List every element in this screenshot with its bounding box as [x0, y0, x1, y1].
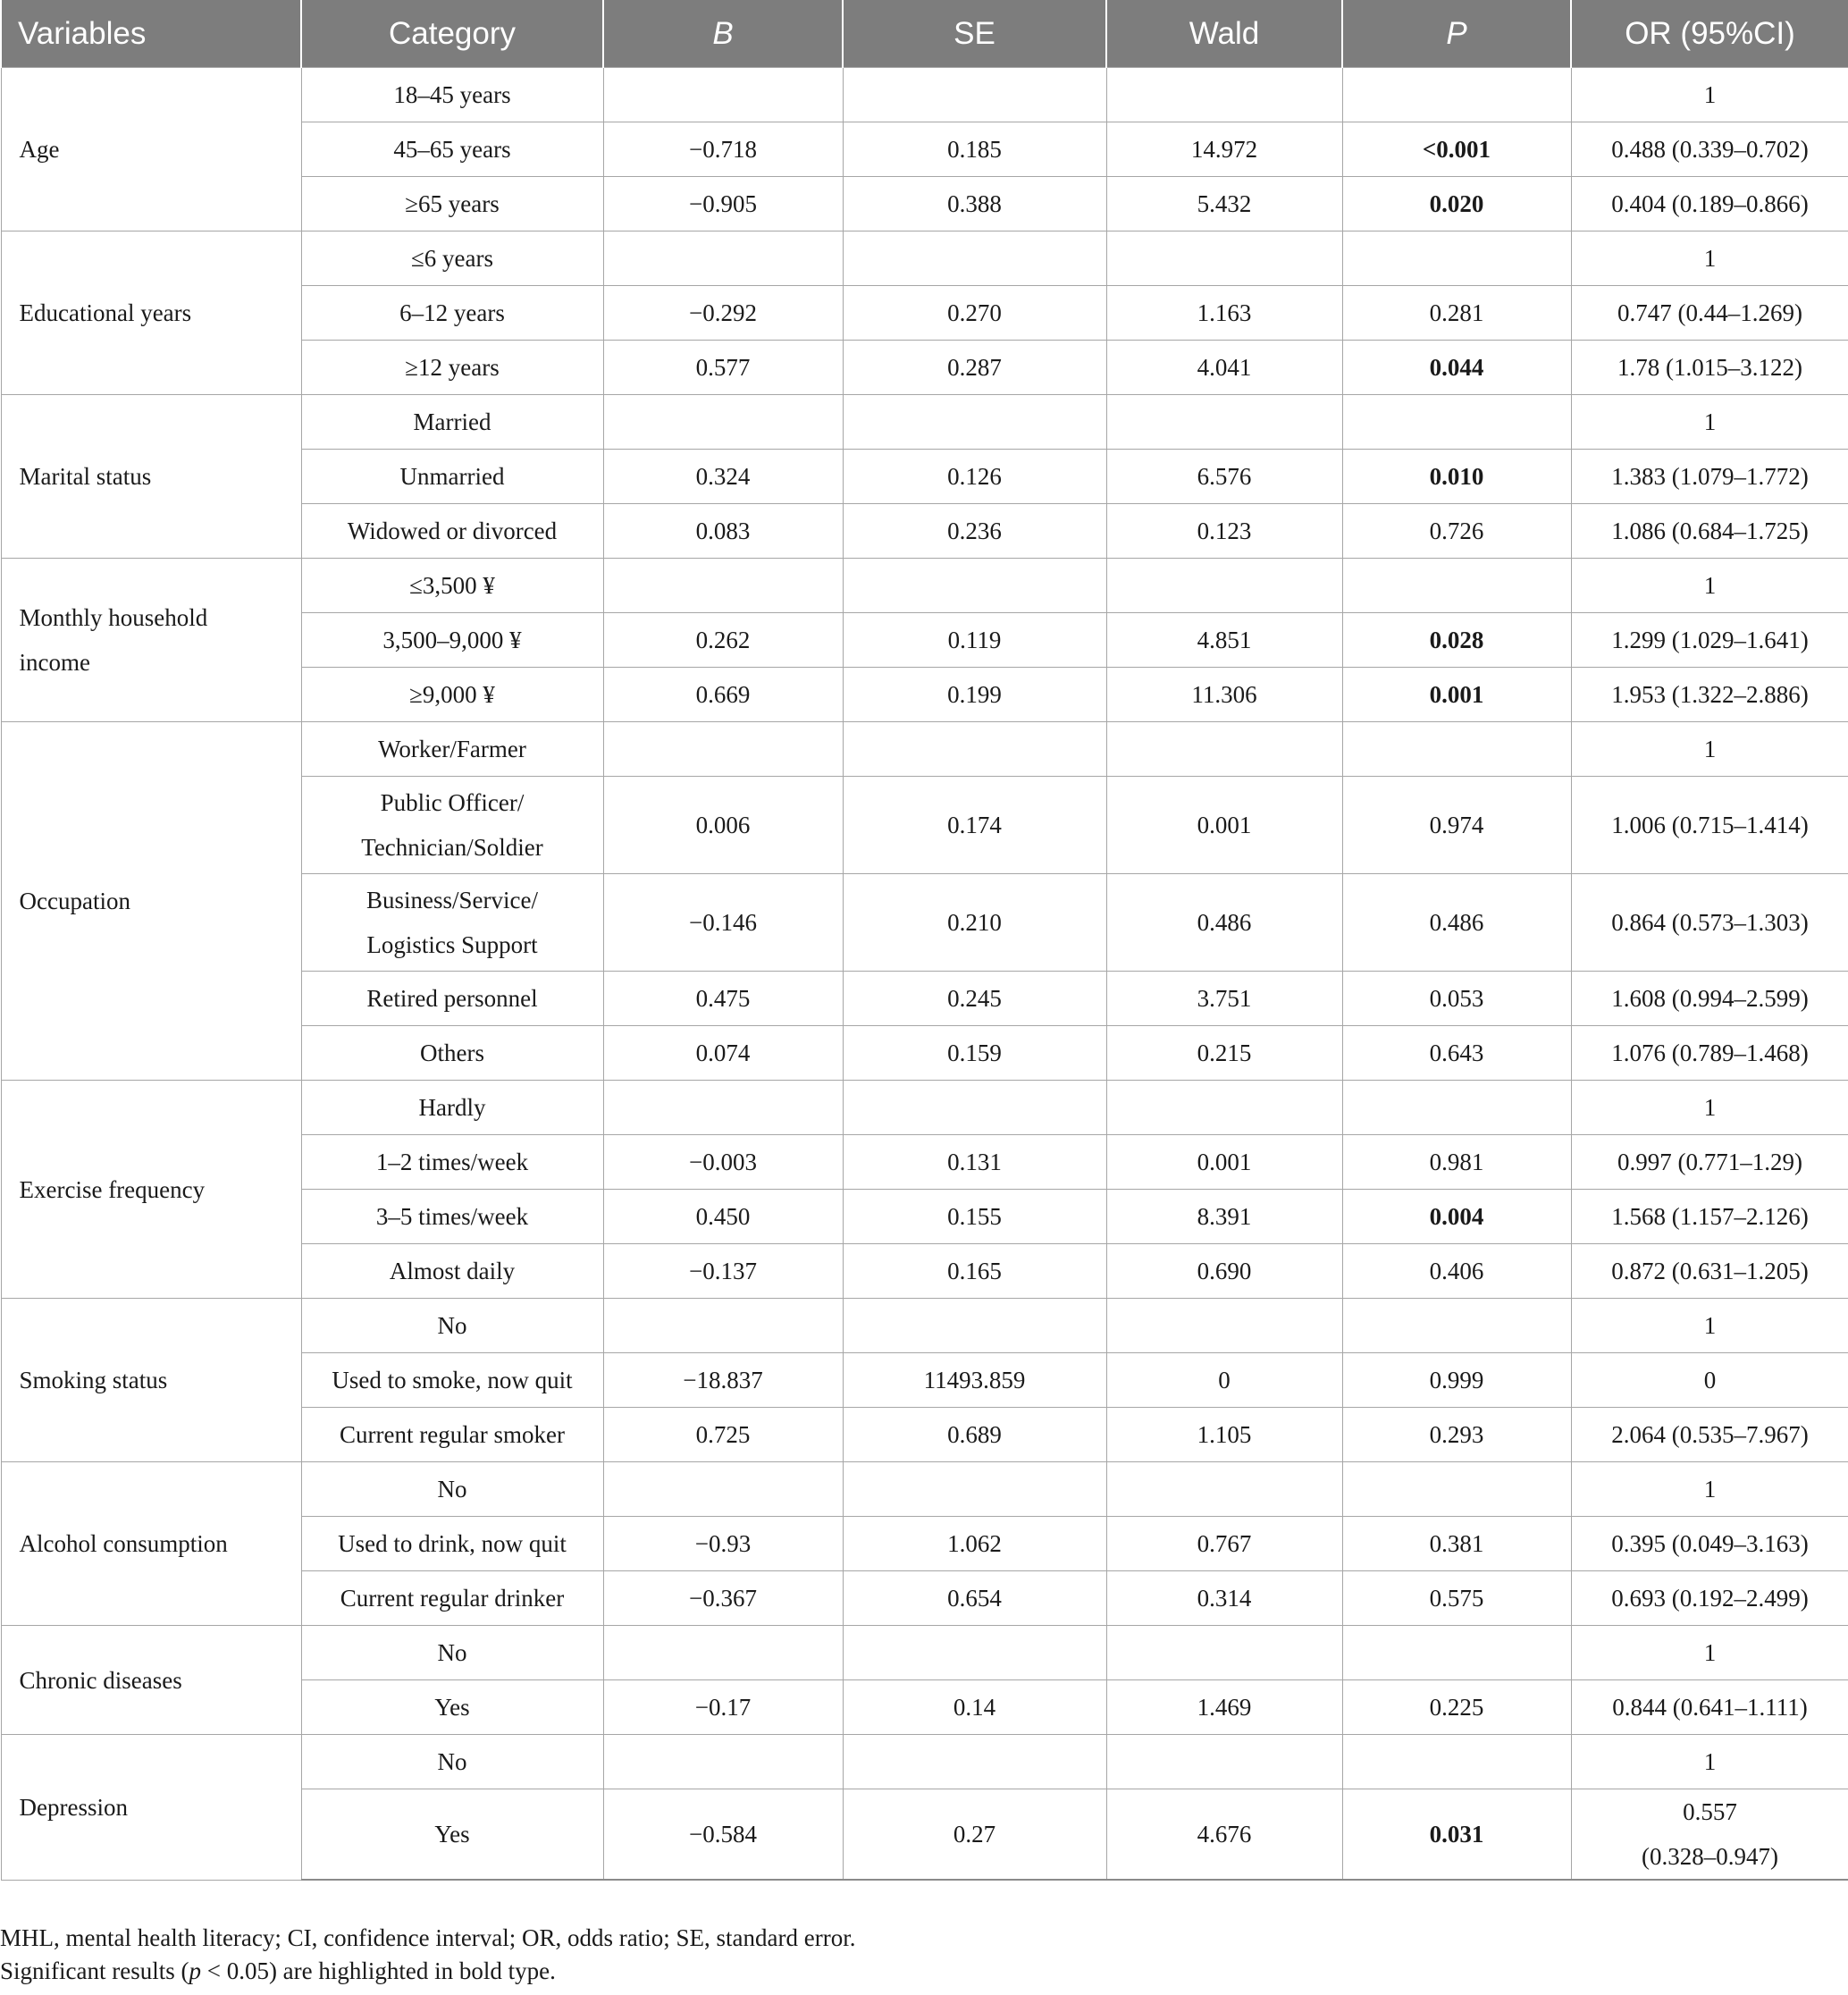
category-cell — [301, 1571, 603, 1626]
cell-line: Retired personnel — [366, 985, 538, 1012]
header-se: SE — [843, 0, 1106, 68]
wald-cell: 0.001 — [1106, 777, 1342, 874]
table-body — [1, 68, 1848, 1881]
se-cell: 0.270 — [843, 286, 1106, 341]
or-ci-cell — [1571, 122, 1848, 177]
cell-line: 1 — [1703, 1312, 1717, 1339]
or-ci-cell — [1571, 874, 1848, 972]
wald-cell — [1106, 395, 1342, 450]
cell-line: 0.557 — [1683, 1798, 1737, 1825]
or-ci-cell — [1571, 722, 1848, 777]
cell-line: ≥65 years — [405, 190, 500, 217]
variable-cell — [1, 1462, 301, 1626]
category-cell — [301, 504, 603, 559]
header-p: P — [1342, 0, 1571, 68]
b-cell: −0.93 — [603, 1517, 843, 1571]
variable-cell — [1, 722, 301, 1081]
wald-cell: 4.676 — [1106, 1789, 1342, 1881]
cell-line: Current regular drinker — [340, 1585, 565, 1612]
p-cell: 0.031 — [1342, 1789, 1571, 1881]
cell-line: 0.872 (0.631–1.205) — [1611, 1258, 1809, 1284]
category-cell — [301, 559, 603, 613]
b-cell: −0.17 — [603, 1680, 843, 1735]
cell-line: Others — [420, 1040, 484, 1066]
p-cell: 0.028 — [1342, 613, 1571, 668]
table-row — [1, 1735, 1848, 1789]
se-cell — [843, 231, 1106, 286]
or-ci-cell — [1571, 613, 1848, 668]
wald-cell: 0.314 — [1106, 1571, 1342, 1626]
se-cell — [843, 722, 1106, 777]
variable-cell — [1, 1081, 301, 1299]
p-cell — [1342, 559, 1571, 613]
header-wald: Wald — [1106, 0, 1342, 68]
table-row — [1, 231, 1848, 286]
cell-line: Worker/Farmer — [378, 736, 526, 762]
p-cell — [1342, 1626, 1571, 1680]
cell-line: 1 — [1703, 408, 1717, 435]
se-cell: 0.174 — [843, 777, 1106, 874]
cell-line: Age — [19, 136, 60, 163]
cell-line: 1–2 times/week — [375, 1149, 529, 1175]
cell-line: Logistics Support — [366, 931, 538, 958]
b-cell: −0.367 — [603, 1571, 843, 1626]
table-row — [1, 1462, 1848, 1517]
cell-line: 1.953 (1.322–2.886) — [1611, 681, 1809, 708]
p-cell: <0.001 — [1342, 122, 1571, 177]
b-cell: 0.450 — [603, 1190, 843, 1244]
cell-line: 1.383 (1.079–1.772) — [1611, 463, 1809, 490]
wald-cell: 0.767 — [1106, 1517, 1342, 1571]
or-ci-cell — [1571, 1135, 1848, 1190]
or-ci-cell — [1571, 1408, 1848, 1462]
b-cell: 0.725 — [603, 1408, 843, 1462]
p-cell — [1342, 1735, 1571, 1789]
or-ci-cell — [1571, 1081, 1848, 1135]
category-cell — [301, 286, 603, 341]
cell-line: Smoking status — [19, 1367, 168, 1393]
se-cell: 0.131 — [843, 1135, 1106, 1190]
se-cell: 0.14 — [843, 1680, 1106, 1735]
b-cell: 0.577 — [603, 341, 843, 395]
se-cell — [843, 1299, 1106, 1353]
cell-line: 0.844 (0.641–1.111) — [1612, 1694, 1808, 1721]
p-cell: 0.293 — [1342, 1408, 1571, 1462]
table-row — [1, 395, 1848, 450]
variable-cell — [1, 231, 301, 395]
cell-line: Exercise frequency — [19, 1175, 206, 1203]
p-cell: 0.726 — [1342, 504, 1571, 559]
cell-line: 1.076 (0.789–1.468) — [1611, 1040, 1809, 1066]
p-cell — [1342, 395, 1571, 450]
variable-cell — [1, 1299, 301, 1462]
table-row — [1, 1299, 1848, 1353]
p-cell: 0.225 — [1342, 1680, 1571, 1735]
cell-line: Used to drink, now quit — [338, 1530, 567, 1557]
cell-line: Occupation — [19, 888, 130, 914]
p-cell — [1342, 1462, 1571, 1517]
wald-cell — [1106, 722, 1342, 777]
b-cell: −0.292 — [603, 286, 843, 341]
se-cell — [843, 1081, 1106, 1135]
category-cell — [301, 972, 603, 1026]
cell-line: 1 — [1703, 1748, 1717, 1775]
cell-line: 1.78 (1.015–3.122) — [1617, 354, 1802, 381]
footnote-significance-suffix: < 0.05) are highlighted in bold type. — [200, 1957, 556, 1984]
se-cell: 0.165 — [843, 1244, 1106, 1299]
se-cell — [843, 559, 1106, 613]
category-cell — [301, 1353, 603, 1408]
cell-line: Depression — [19, 1793, 128, 1821]
b-cell — [603, 1626, 843, 1680]
se-cell: 0.159 — [843, 1026, 1106, 1081]
wald-cell: 0 — [1106, 1353, 1342, 1408]
or-ci-cell — [1571, 1190, 1848, 1244]
wald-cell — [1106, 1299, 1342, 1353]
category-cell — [301, 1408, 603, 1462]
b-cell: 0.074 — [603, 1026, 843, 1081]
wald-cell — [1106, 1081, 1342, 1135]
category-cell — [301, 395, 603, 450]
variable-cell — [1, 1626, 301, 1735]
category-cell — [301, 1299, 603, 1353]
cell-line: 0.693 (0.192–2.499) — [1611, 1585, 1809, 1612]
table-row — [1, 1626, 1848, 1680]
or-ci-cell — [1571, 1244, 1848, 1299]
or-ci-cell — [1571, 1517, 1848, 1571]
p-cell: 0.381 — [1342, 1517, 1571, 1571]
or-ci-cell — [1571, 395, 1848, 450]
se-cell: 0.287 — [843, 341, 1106, 395]
cell-line: 1.006 (0.715–1.414) — [1611, 812, 1809, 838]
b-cell: −0.137 — [603, 1244, 843, 1299]
wald-cell: 5.432 — [1106, 177, 1342, 231]
cell-line: ≤3,500 ¥ — [409, 572, 495, 599]
category-cell — [301, 1190, 603, 1244]
b-cell — [603, 1735, 843, 1789]
variable-cell — [1, 1735, 301, 1881]
cell-line: Monthly household — [19, 604, 208, 631]
wald-cell: 4.851 — [1106, 613, 1342, 668]
cell-line: 45–65 years — [393, 136, 511, 163]
header-row — [1, 0, 1848, 68]
variable-cell — [1, 68, 301, 231]
p-cell: 0.575 — [1342, 1571, 1571, 1626]
cell-line: Widowed or divorced — [347, 518, 558, 544]
cell-line: 1 — [1703, 572, 1717, 599]
cell-line: Hardly — [418, 1094, 486, 1121]
p-cell: 0.020 — [1342, 177, 1571, 231]
p-cell: 0.281 — [1342, 286, 1571, 341]
or-ci-cell — [1571, 1571, 1848, 1626]
or-ci-cell — [1571, 1626, 1848, 1680]
b-cell — [603, 68, 843, 122]
wald-cell: 3.751 — [1106, 972, 1342, 1026]
or-ci-cell — [1571, 1789, 1848, 1881]
or-ci-cell — [1571, 1680, 1848, 1735]
header-or-ci: OR (95%CI) — [1571, 0, 1848, 68]
wald-cell — [1106, 231, 1342, 286]
cell-line: 0.997 (0.771–1.29) — [1617, 1149, 1802, 1175]
category-cell — [301, 722, 603, 777]
or-ci-cell — [1571, 231, 1848, 286]
se-cell — [843, 395, 1106, 450]
table-header — [1, 0, 1848, 68]
table-footnotes — [0, 1922, 855, 1988]
p-cell: 0.001 — [1342, 668, 1571, 722]
or-ci-cell — [1571, 341, 1848, 395]
header-b: B — [603, 0, 843, 68]
cell-line: Married — [413, 408, 491, 435]
table-row — [1, 722, 1848, 777]
wald-cell: 0.690 — [1106, 1244, 1342, 1299]
or-ci-cell — [1571, 286, 1848, 341]
cell-line: Alcohol consumption — [19, 1530, 228, 1557]
b-cell: −0.905 — [603, 177, 843, 231]
category-cell — [301, 777, 603, 874]
cell-line: 1.086 (0.684–1.725) — [1611, 518, 1809, 544]
b-cell — [603, 1462, 843, 1517]
se-cell — [843, 68, 1106, 122]
b-cell — [603, 559, 843, 613]
cell-line: 1.568 (1.157–2.126) — [1611, 1203, 1809, 1230]
wald-cell — [1106, 1462, 1342, 1517]
or-ci-cell — [1571, 1462, 1848, 1517]
p-cell — [1342, 1081, 1571, 1135]
or-ci-cell — [1571, 1026, 1848, 1081]
cell-line: (0.328–0.947) — [1642, 1843, 1778, 1870]
cell-line: 1 — [1703, 245, 1717, 272]
footnote-significance-prefix: Significant results ( — [0, 1957, 189, 1984]
cell-line: 1 — [1703, 736, 1717, 762]
or-ci-cell — [1571, 972, 1848, 1026]
b-cell: −18.837 — [603, 1353, 843, 1408]
cell-line: Used to smoke, now quit — [332, 1367, 573, 1393]
or-ci-cell — [1571, 1735, 1848, 1789]
or-ci-cell — [1571, 177, 1848, 231]
cell-line: 0.864 (0.573–1.303) — [1611, 909, 1809, 936]
cell-line: 2.064 (0.535–7.967) — [1611, 1421, 1809, 1448]
category-cell — [301, 874, 603, 972]
se-cell: 0.245 — [843, 972, 1106, 1026]
cell-line: ≥9,000 ¥ — [409, 681, 495, 708]
se-cell: 0.199 — [843, 668, 1106, 722]
wald-cell: 1.469 — [1106, 1680, 1342, 1735]
cell-line: ≥12 years — [405, 354, 500, 381]
or-ci-cell — [1571, 504, 1848, 559]
category-cell — [301, 1735, 603, 1789]
wald-cell — [1106, 559, 1342, 613]
variable-cell — [1, 395, 301, 559]
b-cell: 0.475 — [603, 972, 843, 1026]
se-cell: 1.062 — [843, 1517, 1106, 1571]
cell-line: 18–45 years — [393, 81, 511, 108]
wald-cell: 1.163 — [1106, 286, 1342, 341]
or-ci-cell — [1571, 68, 1848, 122]
se-cell: 0.689 — [843, 1408, 1106, 1462]
b-cell: −0.584 — [603, 1789, 843, 1881]
cell-line: 1.299 (1.029–1.641) — [1611, 627, 1809, 653]
se-cell: 0.119 — [843, 613, 1106, 668]
or-ci-cell — [1571, 777, 1848, 874]
cell-line: 3–5 times/week — [375, 1203, 529, 1230]
cell-line: Almost daily — [389, 1258, 516, 1284]
header-variables: Variables — [1, 0, 301, 68]
cell-line: 6–12 years — [399, 299, 505, 326]
cell-line: No — [437, 1748, 467, 1775]
wald-cell: 0.215 — [1106, 1026, 1342, 1081]
cell-line: 1 — [1703, 1476, 1717, 1503]
se-cell: 0.126 — [843, 450, 1106, 504]
category-cell — [301, 1462, 603, 1517]
header-category: Category — [301, 0, 603, 68]
p-cell: 0.053 — [1342, 972, 1571, 1026]
cell-line: 1 — [1703, 1639, 1717, 1666]
se-cell: 0.27 — [843, 1789, 1106, 1881]
cell-line: Marital status — [19, 463, 152, 490]
footnote-significance-p: p — [189, 1957, 201, 1984]
wald-cell: 14.972 — [1106, 122, 1342, 177]
wald-cell — [1106, 1735, 1342, 1789]
p-cell — [1342, 1299, 1571, 1353]
se-cell — [843, 1626, 1106, 1680]
category-cell — [301, 1626, 603, 1680]
se-cell: 0.236 — [843, 504, 1106, 559]
cell-line: 1.608 (0.994–2.599) — [1611, 985, 1809, 1012]
cell-line: No — [437, 1312, 467, 1339]
b-cell: 0.669 — [603, 668, 843, 722]
cell-line: Public Officer/ — [380, 789, 525, 816]
category-cell — [301, 1135, 603, 1190]
or-ci-cell — [1571, 1299, 1848, 1353]
cell-line: income — [19, 649, 90, 676]
category-cell — [301, 1517, 603, 1571]
category-cell — [301, 1081, 603, 1135]
or-ci-cell — [1571, 559, 1848, 613]
p-cell — [1342, 231, 1571, 286]
p-cell: 0.999 — [1342, 1353, 1571, 1408]
b-cell — [603, 722, 843, 777]
se-cell — [843, 1462, 1106, 1517]
cell-line: Unmarried — [399, 463, 505, 490]
cell-line: Educational years — [19, 299, 192, 326]
cell-line: No — [437, 1639, 467, 1666]
wald-cell — [1106, 68, 1342, 122]
cell-line: ≤6 years — [410, 245, 494, 272]
wald-cell: 11.306 — [1106, 668, 1342, 722]
se-cell: 0.155 — [843, 1190, 1106, 1244]
cell-line: 0.747 (0.44–1.269) — [1617, 299, 1802, 326]
category-cell — [301, 1244, 603, 1299]
se-cell: 0.388 — [843, 177, 1106, 231]
category-cell — [301, 613, 603, 668]
b-cell — [603, 1081, 843, 1135]
b-cell: 0.083 — [603, 504, 843, 559]
b-cell: 0.324 — [603, 450, 843, 504]
wald-cell: 6.576 — [1106, 450, 1342, 504]
cell-line: Technician/Soldier — [361, 834, 543, 861]
se-cell: 11493.859 — [843, 1353, 1106, 1408]
cell-line: Current regular smoker — [340, 1421, 565, 1448]
table-row — [1, 1081, 1848, 1135]
category-cell — [301, 1026, 603, 1081]
p-cell: 0.010 — [1342, 450, 1571, 504]
p-cell: 0.406 — [1342, 1244, 1571, 1299]
b-cell: −0.003 — [603, 1135, 843, 1190]
wald-cell: 8.391 — [1106, 1190, 1342, 1244]
cell-line: Yes — [434, 1694, 470, 1721]
category-cell — [301, 231, 603, 286]
footnote-significance — [0, 1955, 855, 1988]
category-cell — [301, 177, 603, 231]
table-row — [1, 559, 1848, 613]
category-cell — [301, 122, 603, 177]
se-cell: 0.185 — [843, 122, 1106, 177]
table-row — [1, 68, 1848, 122]
wald-cell: 0.486 — [1106, 874, 1342, 972]
cell-line: 0.395 (0.049–3.163) — [1611, 1530, 1809, 1557]
category-cell — [301, 450, 603, 504]
p-cell: 0.981 — [1342, 1135, 1571, 1190]
wald-cell: 4.041 — [1106, 341, 1342, 395]
cell-line: 3,500–9,000 ¥ — [382, 627, 522, 653]
wald-cell: 0.123 — [1106, 504, 1342, 559]
wald-cell: 0.001 — [1106, 1135, 1342, 1190]
b-cell: −0.146 — [603, 874, 843, 972]
or-ci-cell — [1571, 668, 1848, 722]
b-cell — [603, 231, 843, 286]
p-cell: 0.486 — [1342, 874, 1571, 972]
cell-line: Chronic diseases — [19, 1666, 182, 1694]
cell-line: 1 — [1703, 81, 1717, 108]
se-cell: 0.654 — [843, 1571, 1106, 1626]
cell-line: 0 — [1703, 1367, 1717, 1393]
footnote-abbreviations: MHL, mental health literacy; CI, confidence interval; OR, odds ratio; SE, standard error. — [0, 1924, 856, 1951]
p-cell: 0.643 — [1342, 1026, 1571, 1081]
se-cell: 0.210 — [843, 874, 1106, 972]
b-cell: 0.262 — [603, 613, 843, 668]
category-cell — [301, 668, 603, 722]
category-cell — [301, 68, 603, 122]
or-ci-cell — [1571, 450, 1848, 504]
category-cell — [301, 341, 603, 395]
or-ci-cell — [1571, 1353, 1848, 1408]
b-cell — [603, 1299, 843, 1353]
wald-cell — [1106, 1626, 1342, 1680]
cell-line: 0.488 (0.339–0.702) — [1611, 136, 1809, 163]
b-cell: −0.718 — [603, 122, 843, 177]
p-cell: 0.044 — [1342, 341, 1571, 395]
b-cell — [603, 395, 843, 450]
cell-line: No — [437, 1476, 467, 1503]
p-cell — [1342, 68, 1571, 122]
category-cell — [301, 1680, 603, 1735]
p-cell — [1342, 722, 1571, 777]
cell-line: 0.404 (0.189–0.866) — [1611, 190, 1809, 217]
p-cell: 0.004 — [1342, 1190, 1571, 1244]
p-cell: 0.974 — [1342, 777, 1571, 874]
variable-cell — [1, 559, 301, 722]
category-cell — [301, 1789, 603, 1881]
cell-line: 1 — [1703, 1094, 1717, 1121]
wald-cell: 1.105 — [1106, 1408, 1342, 1462]
cell-line: Business/Service/ — [366, 887, 538, 913]
b-cell: 0.006 — [603, 777, 843, 874]
se-cell — [843, 1735, 1106, 1789]
cell-line: Yes — [434, 1821, 470, 1848]
